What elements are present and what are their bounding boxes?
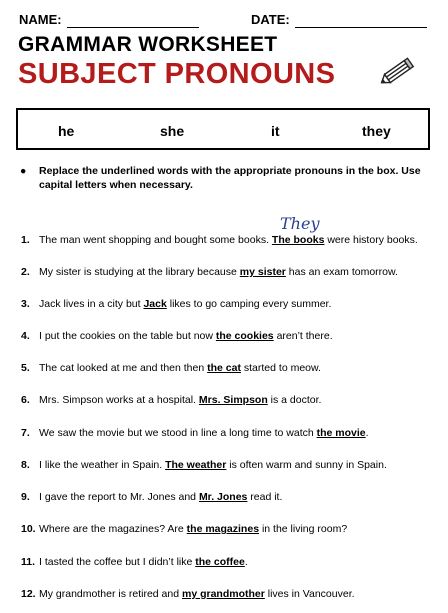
header-row: [19, 12, 431, 30]
item-underlined: Jack: [143, 298, 167, 310]
item-number: 9.: [21, 491, 30, 503]
date-label: DATE:: [251, 12, 290, 27]
worksheet-title: GRAMMAR WORKSHEET: [18, 33, 278, 56]
item-underlined: Mr. Jones: [198, 491, 248, 503]
item-underlined: the cat: [207, 362, 241, 374]
exercise-item: [21, 330, 333, 342]
item-underlined: The books: [271, 234, 325, 246]
item-number: 6.: [21, 394, 30, 406]
item-number: 7.: [21, 427, 30, 439]
item-underlined: my sister: [239, 266, 286, 278]
item-underlined: the movie: [316, 427, 366, 439]
handwritten-answer: They: [280, 214, 320, 233]
worksheet-subtitle: SUBJECT PRONOUNS: [18, 58, 336, 90]
item-text-after: is often warm and sunny in Spain.: [226, 459, 387, 471]
item-text-after: .: [365, 427, 369, 439]
exercise-item: [21, 491, 282, 503]
pronoun-she: she: [160, 123, 185, 139]
item-text-after: is a doctor.: [267, 394, 322, 406]
item-number: 2.: [21, 266, 30, 278]
exercise-item: [21, 298, 331, 310]
item-text-before: I tasted the coffee but I didn’t like: [39, 556, 196, 568]
name-line: [67, 27, 199, 28]
item-text-after: .: [244, 556, 248, 568]
item-number: 11.: [21, 556, 36, 568]
exercise-item: [21, 362, 321, 374]
item-number: 12.: [21, 588, 36, 600]
exercise-item: [21, 234, 418, 246]
item-text-after: in the living room?: [259, 523, 348, 535]
item-text-after: read it.: [247, 491, 283, 503]
name-label: NAME:: [19, 12, 62, 27]
item-underlined: the magazines: [186, 523, 260, 535]
item-text-after: were history books.: [324, 234, 418, 246]
item-text-after: lives in Vancouver.: [264, 588, 355, 600]
pronoun-they: they: [362, 123, 391, 139]
item-text-after: aren’t there.: [273, 330, 333, 342]
item-text-before: The cat looked at me and then then: [39, 362, 208, 374]
exercise-item: [21, 394, 321, 406]
item-text-before: My grandmother is retired and: [39, 588, 182, 600]
item-underlined: The weather: [165, 459, 227, 471]
exercise-item: [21, 588, 355, 600]
date-line: [295, 27, 427, 28]
item-text-after: likes to go camping every summer.: [166, 298, 332, 310]
item-text-before: My sister is studying at the library because: [39, 266, 240, 278]
item-underlined: the cookies: [215, 330, 274, 342]
item-underlined: the coffee: [195, 556, 245, 568]
pronoun-box: [16, 108, 430, 150]
item-text-before: The man went shopping and bought some books.: [39, 234, 272, 246]
item-underlined: Mrs. Simpson: [198, 394, 268, 406]
item-number: 3.: [21, 298, 30, 310]
item-text-before: I gave the report to Mr. Jones and: [39, 491, 199, 503]
item-text-before: Jack lives in a city but: [39, 298, 144, 310]
item-underlined: my grandmother: [181, 588, 265, 600]
item-number: 4.: [21, 330, 30, 342]
exercise-item: [21, 266, 398, 278]
pencil-icon: [378, 56, 416, 90]
item-number: 8.: [21, 459, 30, 471]
pronoun-it: it: [271, 123, 280, 139]
item-text-before: Where are the magazines? Are: [39, 523, 187, 535]
exercise-item: [21, 556, 248, 568]
instruction-text: Replace the underlined words with the appropriate pronouns in the box. Use capital letters when necessary.: [39, 165, 421, 191]
exercise-item: [21, 459, 387, 471]
item-text-after: has an exam tomorrow.: [285, 266, 398, 278]
exercise-item: [21, 427, 369, 439]
item-number: 1.: [21, 234, 30, 246]
item-number: 10.: [21, 523, 36, 535]
item-number: 5.: [21, 362, 30, 374]
item-text-before: I like the weather in Spain.: [39, 459, 166, 471]
item-text-after: started to meow.: [240, 362, 321, 374]
item-text-before: I put the cookies on the table but now: [39, 330, 216, 342]
exercise-item: [21, 523, 347, 535]
bullet-icon: ●: [20, 165, 27, 177]
pronoun-he: he: [58, 123, 75, 139]
item-text-before: Mrs. Simpson works at a hospital.: [39, 394, 199, 406]
item-text-before: We saw the movie but we stood in line a long time to watch: [39, 427, 317, 439]
